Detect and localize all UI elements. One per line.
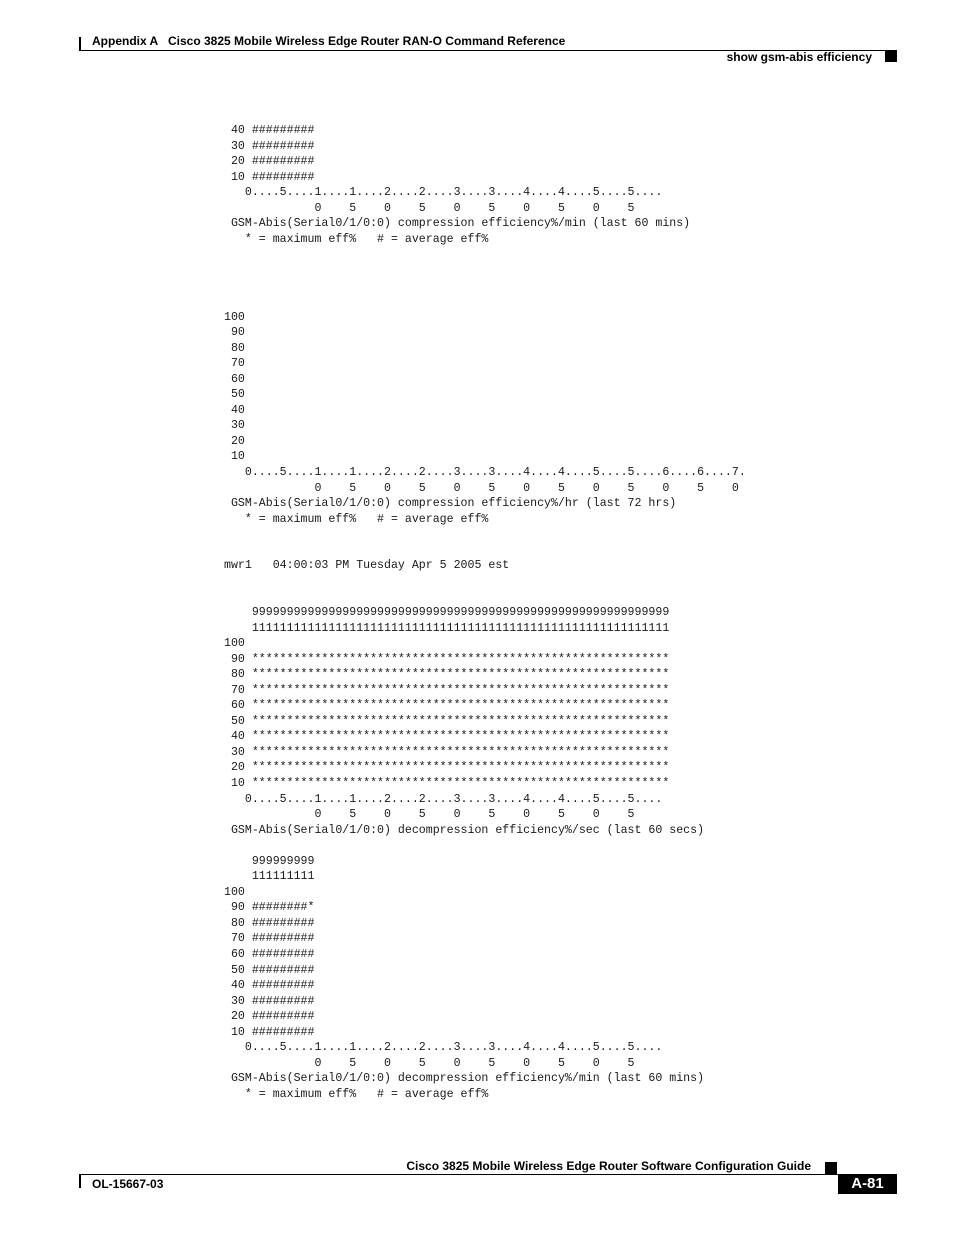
section-title: show gsm-abis efficiency	[726, 50, 872, 64]
chapter-title: Cisco 3825 Mobile Wireless Edge Router RAN-O Command Reference	[168, 34, 566, 48]
doc-number: OL-15667-03	[92, 1177, 164, 1191]
header-block	[885, 50, 897, 62]
appendix-label: Appendix A	[92, 34, 159, 48]
guide-title: Cisco 3825 Mobile Wireless Edge Router Software Configuration Guide	[406, 1159, 811, 1173]
footer-tick	[79, 1174, 81, 1188]
header-tick	[79, 37, 81, 51]
page-number: A-81	[838, 1174, 897, 1194]
footer-block	[825, 1162, 837, 1174]
running-header	[92, 34, 565, 48]
cli-output: 40 ######### 30 ######### 20 ######### 10 ######### 0....5....1....1....2....2....3....3....4....4....5....5.... 0 5 0 5 0 5 0 5 0 5 GSM-Abis(Serial0/1/0:0) compression efficiency%/min (last 60 mins) * = maximum eff% # = average eff% 100 90 80 70 60 50 40 30 20 10 0....5....1....1....2....2....3....3....4....4....5....5....6....6....7. 0 5 0 5 0 5 0 5 0 5 0 5 0 GSM-Abis(Serial0/1/0:0) compression efficiency%/hr (last 72 hrs) * = maximum eff% # = average eff% mwr1 04:00:03 PM Tuesday Apr 5 2005 est 999999999999999999999999999999999999999999999999999999999999 111111111111111111111111111111111111111111111111111111111111 100 90 ************************************************************ 80 ************************************************************ 70 ************************************************************ 60 ************************************************************ 50 ************************************************************ 40 ************************************************************ 30 ************************************************************ 20 ************************************************************ 10 ************************************************************ 0....5....1....1....2....2....3....3....4....4....5....5.... 0 5 0 5 0 5 0 5 0 5 GSM-Abis(Serial0/1/0:0) decompression efficiency%/sec (last 60 secs) 999999999 111111111 100 90 ########* 80 ######### 70 ######### 60 ######### 50 ######### 40 ######### 30 ######### 20 ######### 10 ######### 0....5....1....1....2....2....3....3....4....4....5....5.... 0 5 0 5 0 5 0 5 0 5 GSM-Abis(Serial0/1/0:0) decompression efficiency%/min (last 60 mins) * = maximum eff% # = average eff%	[224, 124, 746, 1101]
footer-rule	[80, 1174, 897, 1175]
